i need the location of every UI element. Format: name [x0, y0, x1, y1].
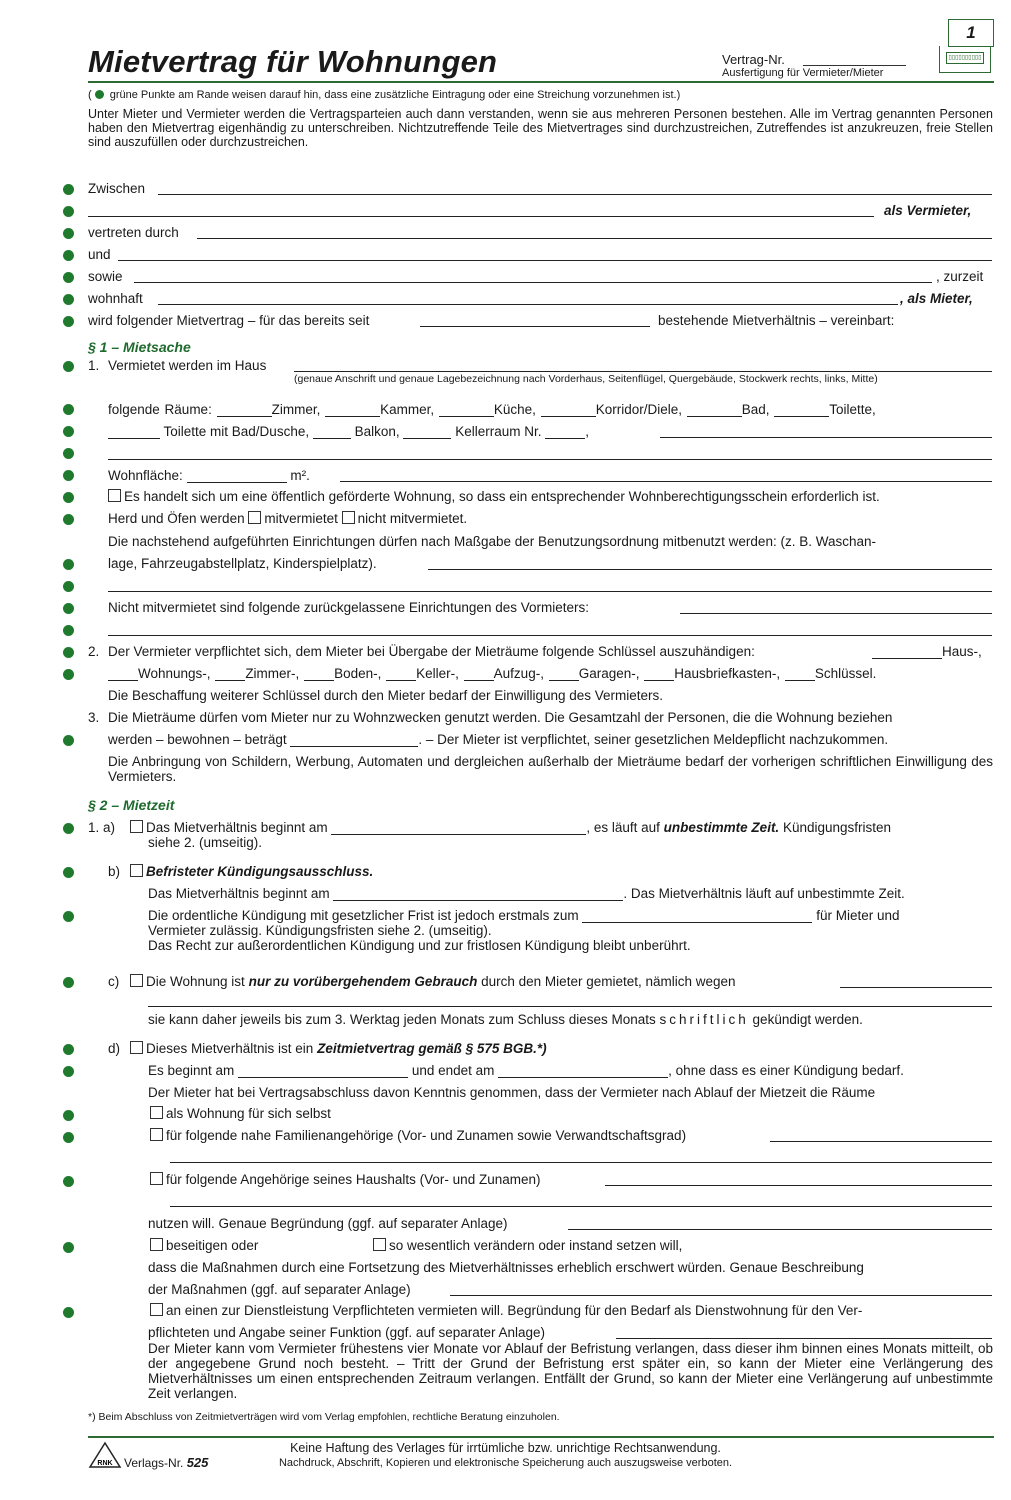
wohnflaeche-label: Wohnfläche: — [108, 468, 183, 483]
wohnungs-label: Wohnungs-, — [138, 666, 211, 681]
s2-b: b) — [108, 864, 121, 879]
comma: , — [585, 424, 589, 439]
b-beginnt-label: Das Mietverhältnis beginnt am — [148, 886, 330, 901]
s1-n2: 2. — [88, 644, 100, 659]
kuendigungsfristen-label: Kündigungsfristen — [782, 820, 892, 835]
unbefristet-checkbox[interactable] — [130, 820, 143, 833]
s1-n3: 3. — [88, 710, 100, 725]
haus-schluessel-field[interactable] — [872, 647, 942, 659]
gefoerdert-label: Es handelt sich um eine öffentlich geförderte Wohnung, so dass ein entsprechender Wohnberechtigungsschein erforderlich ist. — [124, 489, 880, 504]
footer-rule — [88, 1436, 994, 1438]
d-selbst-label: als Wohnung für sich selbst — [166, 1106, 331, 1121]
toilette-bad-field[interactable] — [108, 427, 160, 439]
balkon-field[interactable] — [313, 427, 351, 439]
b-recht: Das Recht zur außerordentlichen Kündigung und zur fristlosen Kündigung bleibt unberührt. — [148, 938, 691, 953]
raeume-row2 — [108, 424, 589, 439]
beginn-field[interactable] — [331, 823, 586, 835]
personen-field[interactable] — [290, 735, 418, 747]
nicht-mitvermietet-checkbox[interactable] — [342, 511, 355, 524]
schluessel-other-field[interactable] — [785, 669, 815, 681]
footnote: *) Beim Abschluss von Zeitmietverträgen wird vom Verlag empfohlen, rechtliche Beratung einzuholen. — [88, 1411, 560, 1423]
dot-hint: ( grüne Punkte am Rande weisen darauf hin, dass eine zusätzliche Eintragung oder eine Streichung vorzunehmen ist.) — [88, 89, 681, 101]
marker-dot — [63, 647, 74, 658]
s2-n1a: 1. a) — [88, 820, 116, 835]
d-massnahmen1: dass die Maßnahmen durch eine Fortsetzung des Mietverhältnisses erheblich erschwert würden. Genaue Beschreibung — [148, 1260, 864, 1275]
einrichtungen-line2: lage, Fahrzeugabstellplatz, Kinderspielplatz). — [108, 556, 377, 571]
marker-dot — [63, 735, 74, 746]
wohnflaeche-extra-field[interactable] — [340, 480, 992, 482]
marker-dot — [63, 911, 74, 922]
s2b-beginn-row — [148, 886, 905, 901]
mieter1-field[interactable] — [118, 259, 992, 261]
haus-schluessel — [872, 644, 982, 659]
nachdruck: Nachdruck, Abschrift, Kopieren und elektronische Speicherung auch auszugsweise verboten. — [278, 1457, 733, 1469]
raeume-row — [108, 402, 876, 417]
haus-field[interactable] — [294, 370, 992, 372]
wohnflaeche-field[interactable] — [187, 471, 287, 483]
bewohnen-label: werden – bewohnen – beträgt — [108, 732, 287, 747]
sowie-label: sowie — [88, 269, 123, 284]
als-vermieter-label: als Vermieter, — [884, 203, 972, 218]
als-mieter-label: , als Mieter, — [900, 291, 973, 306]
selbst-checkbox[interactable] — [150, 1106, 163, 1119]
keller-count-field[interactable] — [403, 427, 451, 439]
raeume-label: folgende Räume: — [108, 402, 212, 417]
familie-field[interactable] — [770, 1140, 992, 1142]
einrichtungen-extra-line[interactable] — [108, 590, 992, 592]
page-number: 1 — [966, 23, 976, 42]
marker-dot — [63, 361, 74, 372]
marker-dot — [63, 559, 74, 570]
toilette-bad-label: Toilette mit Bad/Dusche, — [163, 424, 310, 439]
wohnflaeche-row — [108, 468, 310, 483]
schilder: Die Anbringung von Schildern, Werbung, Automaten und dergleichen außerhalb der Mieträume bedarf der vorherigen schriftlichen Einwilligung des Vermieters. — [108, 754, 993, 784]
mitvermietet-label: mitvermietet — [264, 511, 338, 526]
schluessel-row1 — [108, 644, 755, 659]
s2-c: c) — [108, 974, 120, 989]
vormieter-extra-line[interactable] — [108, 634, 992, 636]
balkon-label: Balkon, — [354, 424, 400, 439]
marker-dot — [63, 823, 74, 834]
wird-folgender-label: wird folgender Mietvertrag – für das bereits seit — [88, 313, 370, 328]
b-zulaessig: Vermieter zulässig. Kündigungsfristen siehe 2. (umseitig). — [148, 923, 492, 938]
garagen-field[interactable] — [549, 669, 579, 681]
marker-dot — [63, 625, 74, 636]
d-veraendern-label: so wesentlich verändern oder instand setzen will, — [389, 1238, 683, 1253]
c-schriftlich-label: schriftlich — [659, 1012, 749, 1027]
marker-dot — [63, 426, 74, 437]
vormieter-field[interactable] — [680, 612, 992, 614]
unbestimmte-label: unbestimmte Zeit. — [663, 820, 780, 835]
keller-label: Kellerraum Nr. — [455, 424, 542, 439]
wohnzwecke: Die Mieträume dürfen vom Mieter nur zu Wohnzwecken genutzt werden. Die Gesamtzahl der Personen, die die Wohnung beziehen — [108, 710, 893, 725]
verlags-nr-label: Verlags-Nr. — [124, 1456, 184, 1470]
d-massnahmen2: der Maßnahmen (ggf. auf separater Anlage) — [148, 1282, 411, 1297]
keller-schluessel-label: Keller-, — [416, 666, 459, 681]
d-ende-field[interactable] — [498, 1066, 668, 1078]
d-final: Der Mieter kann vom Vermieter frühestens vier Monate vor Ablauf der Befristung verlangen, dass dieser ihm binnen eines Monats mitteilt, ob der angegebene Grund noch besteht. – Tritt der Grund der Befristung erst später ein, so kann der Mieter eine Verlängerung des Mietverhältnisses um einen entsprechenden Zeitraum verlangen. Entfällt der Grund, so kann der Mieter eine Verlängerung auf unbestimmte Zeit verlangen. — [148, 1341, 993, 1401]
haushalt-field[interactable] — [605, 1184, 992, 1186]
green-dot-icon — [95, 90, 104, 99]
befristet-checkbox[interactable] — [130, 864, 143, 877]
dienst-checkbox[interactable] — [150, 1303, 163, 1316]
s2b-row — [130, 864, 373, 879]
b-laeuft-label: . Das Mietverhältnis läuft auf unbestimmte Zeit. — [623, 886, 905, 901]
befristeter-label: Befristeter Kündigungsausschluss. — [146, 864, 374, 879]
einrichtungen-field[interactable] — [428, 568, 992, 570]
logo-text: RNK — [97, 1460, 113, 1467]
section2-heading: § 2 – Mietzeit — [88, 797, 175, 813]
b-erstmals-field[interactable] — [582, 911, 812, 923]
nicht-mitvermietet-label: nicht mitvermietet. — [357, 511, 468, 526]
section1-heading: § 1 – Mietsache — [88, 339, 191, 355]
d-dienst2: pflichteten und Angabe seiner Funktion (ggf. auf separater Anlage) — [148, 1325, 546, 1340]
und-label: und — [88, 247, 111, 262]
document-title: Mietvertrag für Wohnungen — [88, 44, 498, 79]
korridor-label: Korridor/Diele, — [595, 402, 682, 417]
garagen-label: Garagen-, — [578, 666, 640, 681]
mieter2-field[interactable] — [134, 281, 932, 283]
m2-label: m². — [290, 468, 310, 483]
meldepflicht-label: . – Der Mieter ist verpflichtet, seiner gesetzlichen Meldepflicht nachzukommen. — [418, 732, 889, 747]
c-grund-field[interactable] — [840, 986, 992, 988]
d-endet-label: und endet am — [411, 1063, 495, 1078]
herd-label: Herd und Öfen werden — [108, 511, 245, 526]
schluessel-label: Der Vermieter verpflichtet sich, dem Mieter bei Übergabe der Mieträume folgende Schlüssel auszuhändigen: — [108, 644, 755, 659]
marker-dot — [63, 1044, 74, 1055]
boden-field[interactable] — [304, 669, 334, 681]
veraendern-checkbox[interactable] — [373, 1238, 386, 1251]
kammer-field[interactable] — [325, 405, 380, 417]
marker-dot — [63, 470, 74, 481]
haus-label: Haus-, — [942, 644, 982, 659]
bad-label: Bad, — [741, 402, 770, 417]
c-kuendigung-row — [148, 1012, 863, 1027]
siehe2: siehe 2. (umseitig). — [148, 835, 263, 850]
vermieter-field[interactable] — [88, 215, 874, 217]
nicht-mitvermietet-einr-label: Nicht mitvermietet sind folgende zurückgelassene Einrichtungen des Vormieters: — [108, 600, 589, 615]
c-grund-extra-line[interactable] — [148, 1005, 992, 1007]
zwischen-field[interactable] — [158, 193, 992, 195]
dienst-field[interactable] — [616, 1337, 992, 1339]
d-dienst1-label: an einen zur Dienstleistung Verpflichteten vermieten will. Begründung für den Bedarf als Dienstwohnung für den Ver- — [166, 1303, 863, 1318]
d-zeitmiet-label: Zeitmietvertrag gemäß § 575 BGB.*) — [317, 1041, 547, 1056]
d-beginn-field[interactable] — [238, 1066, 408, 1078]
marker-dot — [63, 250, 74, 261]
copy-for-label: Ausfertigung für Vermieter/Mieter — [722, 67, 884, 79]
marker-dot — [63, 294, 74, 305]
haftung: Keine Haftung des Verlages für irrtümliche bzw. unrichtige Rechtsanwendung. — [290, 1441, 721, 1455]
marker-dot — [63, 581, 74, 592]
s1-n1: 1. — [88, 358, 100, 373]
herd-row — [108, 511, 467, 526]
wohnungs-field[interactable] — [108, 669, 138, 681]
hausbrief-label: Hausbriefkasten-, — [674, 666, 781, 681]
laeuft-auf-label: , es läuft auf — [586, 820, 660, 835]
marker-dot — [63, 1132, 74, 1143]
s2a-row — [130, 820, 891, 835]
seit-field[interactable] — [420, 325, 650, 327]
haushalt-checkbox[interactable] — [150, 1172, 163, 1185]
nutzen-field[interactable] — [568, 1228, 992, 1230]
address-hint: (genaue Anschrift und genaue Lagebezeichnung nach Vorderhaus, Seitenflügel, Quergebäude, Stockwerk rechts, links, Mitte) — [294, 373, 878, 385]
d-beginnt-label: Es beginnt am — [148, 1063, 235, 1078]
d-beseitigen-label: beseitigen oder — [166, 1238, 259, 1253]
marker-dot — [63, 1110, 74, 1121]
haushalt-extra-line[interactable] — [170, 1205, 992, 1207]
zimmer-schluessel-field[interactable] — [215, 669, 245, 681]
d-selbst-row — [150, 1106, 331, 1121]
d-familie-row — [150, 1128, 686, 1143]
marker-dot — [63, 316, 74, 327]
d-kenntnis: Der Mieter hat bei Vertragsabschluss davon Kenntnis genommen, dass der Vermieter nach Ablauf der Mietzeit die Räume — [148, 1085, 876, 1100]
familie-checkbox[interactable] — [150, 1128, 163, 1141]
bestehende-label: bestehende Mietverhältnis – vereinbart: — [658, 313, 895, 328]
printer-tray-icon: ▯▯▯▯▯▯▯▯▯▯ — [939, 46, 991, 73]
marker-dot — [63, 206, 74, 217]
kammer-label: Kammer, — [380, 402, 435, 417]
gefoerdert-row — [108, 489, 880, 504]
marker-dot — [63, 272, 74, 283]
contract-nr-label: Vertrag-Nr. — [722, 52, 785, 67]
c-gemietet-label: durch den Mieter gemietet, nämlich wegen — [481, 974, 736, 989]
bad-field[interactable] — [687, 405, 742, 417]
d-nutzen: nutzen will. Genaue Begründung (ggf. auf separater Anlage) — [148, 1216, 508, 1231]
massnahmen-field[interactable] — [450, 1294, 992, 1296]
c-voruebergehend-label: nur zu vorübergehendem Gebrauch — [248, 974, 478, 989]
aufzug-field[interactable] — [464, 669, 494, 681]
d-veraendern-row — [373, 1238, 682, 1253]
page-number-box — [948, 19, 994, 47]
dot-hint-text: grüne Punkte am Rande weisen darauf hin, dass eine zusätzliche Eintragung oder eine Streichung vorzunehmen ist.) — [109, 89, 681, 101]
s2c-row — [130, 974, 736, 989]
marker-dot — [63, 669, 74, 680]
intro-paragraph: Unter Mieter und Vermieter werden die Vertragsparteien auch dann verstanden, wenn sie aus mehreren Personen bestehen. Alle im Vertrag genannten Personen haben den Mietvertrag eigenhändig zu unterschreiben. Nichtzutreffende Teile des Mietvertrages sind durchzustreichen, Zutreffendes ist anzukreuzen, freie Stellen sind auszufüllen oder durchzustreichen. — [88, 107, 993, 149]
d-zeitraum-row — [148, 1063, 904, 1078]
personen-row — [108, 732, 888, 747]
kueche-field[interactable] — [439, 405, 494, 417]
toilette-label: Toilette, — [829, 402, 876, 417]
d-dienst-row — [150, 1303, 862, 1318]
schluessel-end-label: Schlüssel. — [814, 666, 877, 681]
aufzug-label: Aufzug-, — [493, 666, 544, 681]
vermietet-label: Vermietet werden im Haus — [108, 358, 267, 373]
marker-dot — [63, 1242, 74, 1253]
wohnhaft-field[interactable] — [158, 303, 898, 305]
marker-dot — [63, 867, 74, 878]
verlags-nr-value: 525 — [186, 1455, 209, 1470]
contract-nr-field[interactable] — [803, 65, 906, 66]
raeume-extra-field[interactable] — [660, 436, 992, 438]
zimmer-field[interactable] — [217, 405, 272, 417]
voruebergehend-checkbox[interactable] — [130, 974, 143, 987]
zeitmietvertrag-checkbox[interactable] — [130, 1041, 143, 1054]
keller-nr-field[interactable] — [545, 427, 585, 439]
marker-dot — [63, 1176, 74, 1187]
marker-dot — [63, 603, 74, 614]
d-familie-label: für folgende nahe Familienangehörige (Vor- und Zunamen sowie Verwandtschaftsgrad) — [166, 1128, 687, 1143]
marker-dot — [63, 184, 74, 195]
boden-label: Boden-, — [334, 666, 382, 681]
zurzeit-label: , zurzeit — [936, 269, 984, 284]
header-rule — [88, 81, 994, 83]
hausbrief-field[interactable] — [644, 669, 674, 681]
schluessel-row2 — [108, 666, 876, 681]
marker-dot — [63, 404, 74, 415]
korridor-field[interactable] — [541, 405, 596, 417]
zimmer-label: Zimmer, — [271, 402, 321, 417]
kueche-label: Küche, — [493, 402, 536, 417]
marker-dot — [63, 514, 74, 525]
beschaffung: Die Beschaffung weiterer Schlüssel durch den Mieter bedarf der Einwilligung des Vermieters. — [108, 688, 664, 703]
einrichtungen-line1: Die nachstehend aufgeführten Einrichtungen dürfen nach Maßgabe der Benutzungsordnung mitbenutzt werden: (z. B. Waschan- — [108, 534, 876, 549]
beginnt-am-label: Das Mietverhältnis beginnt am — [146, 820, 328, 835]
raeume-extra-line[interactable] — [108, 458, 992, 460]
b-fuer-mieter-label: für Mieter und — [816, 908, 900, 923]
s2b-kuendigung-row — [148, 908, 900, 923]
marker-dot — [63, 1066, 74, 1077]
b-beginn-field[interactable] — [333, 889, 623, 901]
keller-schluessel-field[interactable] — [386, 669, 416, 681]
vertreten-field[interactable] — [197, 237, 992, 239]
d-beseitigen-row — [150, 1238, 258, 1253]
marker-dot — [63, 1307, 74, 1318]
c-wohnung-label: Die Wohnung ist — [146, 974, 245, 989]
gefoerdert-checkbox[interactable] — [108, 489, 121, 502]
b-ordentlich-label: Die ordentliche Kündigung mit gesetzlicher Frist ist jedoch erstmals zum — [148, 908, 579, 923]
wohnhaft-label: wohnhaft — [88, 291, 143, 306]
familie-extra-line[interactable] — [170, 1161, 992, 1163]
c-kann-label: sie kann daher jeweils bis zum 3. Werktag jeden Monats zum Schluss dieses Monats — [148, 1012, 656, 1027]
toilette-field[interactable] — [774, 405, 829, 417]
c-gekuendigt-label: gekündigt werden. — [752, 1012, 863, 1027]
marker-dot — [63, 977, 74, 988]
zimmer-schluessel-label: Zimmer-, — [245, 666, 300, 681]
d-haushalt-label: für folgende Angehörige seines Haushalts (Vor- und Zunamen) — [166, 1172, 541, 1187]
vertreten-label: vertreten durch — [88, 225, 179, 240]
mitvermietet-checkbox[interactable] — [248, 511, 261, 524]
beseitigen-checkbox[interactable] — [150, 1238, 163, 1251]
s2d-row — [130, 1041, 547, 1056]
zwischen-label: Zwischen — [88, 181, 146, 196]
d-dieses-label: Dieses Mietverhältnis ist ein — [146, 1041, 314, 1056]
marker-dot — [63, 448, 74, 459]
d-ohne-label: , ohne dass es einer Kündigung bedarf. — [668, 1063, 904, 1078]
marker-dot — [63, 492, 74, 503]
marker-dot — [63, 228, 74, 239]
d-haushalt-row — [150, 1172, 540, 1187]
s2-d: d) — [108, 1041, 121, 1056]
